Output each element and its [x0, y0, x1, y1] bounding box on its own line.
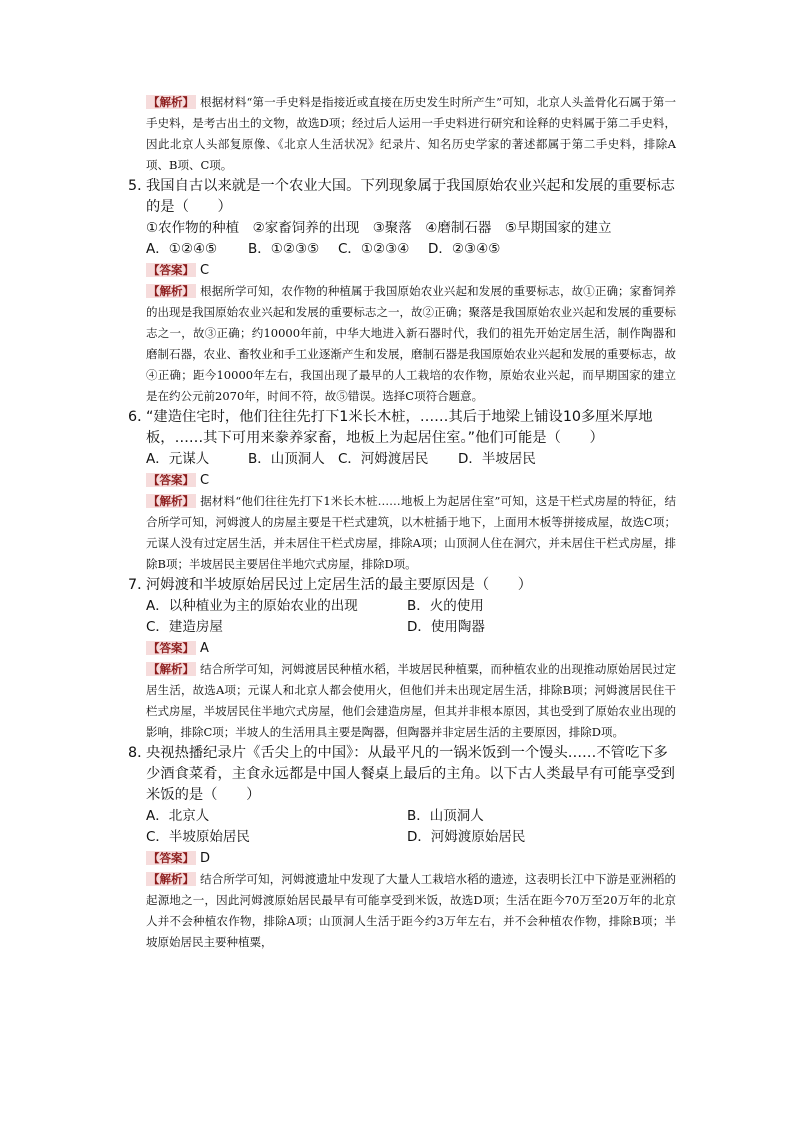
- question-5: [128, 176, 676, 407]
- explanation-text: 根据材料“第一手史料是指接近或直接在历史发生时所产生”可知，北京人头盖骨化石属于第一手史料，是考古出土的文物，故选D项；经过后人运用一手史料进行研究和诠释的史料属于第二手史料，因此北京人头部复原像、《北京人生活状况》纪录片、知名历史学家的著述都属于第二手史料，排除A项、B项、C项。: [146, 95, 676, 172]
- option-d: D．河姆渡原始居民: [407, 829, 526, 845]
- answer-label: 【答案】: [148, 473, 194, 487]
- option-c: C．半坡原始居民: [146, 829, 250, 845]
- question-stem: [128, 743, 676, 806]
- explanation-text: 结合所学可知，河姆渡居民种植水稻，半坡居民种植粟，而种植农业的出现推动原始居民过定居生活，故选A项；元谋人和北京人都会使用火，但他们并未出现定居生活，排除B项；河姆渡居民住干栏式房屋，半坡居民住半地穴式房屋，他们会建造房屋，但其并非根本原因，其也受到了原始农业出现的影响，排除C项；半坡人的生活用具主要是陶器，但陶器并非定居生活的主要原因，排除D项。: [146, 662, 676, 739]
- option-a: A．①②④⑤: [146, 241, 218, 257]
- explanation-label: 【解析】: [148, 872, 194, 886]
- explanation: [146, 491, 676, 575]
- answer-value: C: [200, 473, 210, 488]
- option-d: D．使用陶器: [407, 619, 485, 635]
- option-b: B．火的使用: [407, 598, 484, 614]
- answer-line: [146, 848, 676, 869]
- option-c: C．河姆渡居民: [338, 451, 429, 467]
- option-c: C．建造房屋: [146, 619, 223, 635]
- options-row-1: [146, 806, 676, 827]
- options-row-1: [146, 596, 676, 617]
- question-text: 我国自古以来就是一个农业大国。下列现象属于我国原始农业兴起和发展的重要标志的是（ ）: [146, 178, 675, 215]
- q4-explanation: [146, 92, 676, 176]
- question-text: “建造住宅时，他们往往先打下1米长木桩，……其后于地梁上铺设10多厘米厚地板，……其下可用来豢养家畜，地板上为起居住室。”他们可能是（ ）: [146, 409, 653, 446]
- answer-value: C: [200, 263, 210, 278]
- question-number: 7．: [128, 577, 152, 593]
- options-row-2: [146, 617, 676, 638]
- answer-value: D: [200, 851, 211, 866]
- option-d: D．半坡居民: [458, 451, 536, 467]
- question-stem: [128, 575, 676, 596]
- question-stem: [128, 176, 676, 218]
- answer-line: [146, 260, 676, 281]
- answer-value: A: [200, 641, 209, 656]
- option-a: A．北京人: [146, 808, 210, 824]
- option-d: D．②③④⑤: [428, 241, 501, 257]
- question-number: 6．: [128, 409, 152, 425]
- explanation-text: 结合所学可知，河姆渡遗址中发现了大量人工栽培水稻的遗迹，这表明长江中下游是亚洲稻的起源地之一，因此河姆渡原始居民最早有可能享受到米饭，故选D项；生活在距今70万至20万年的北京人并不会种植农作物，排除A项；山顶洞人生活于距今约3万年左右，并不会种植农作物，排除B项；半坡原始居民主要种植粟，: [146, 872, 676, 949]
- answer-line: [146, 470, 676, 491]
- answer-line: [146, 638, 676, 659]
- explanation-label: 【解析】: [148, 494, 194, 508]
- answer-label: 【答案】: [148, 851, 194, 865]
- page-content: [128, 92, 676, 953]
- explanation-text: 据材料“他们往往先打下1米长木桩……地板上为起居住室”可知，这是干栏式房屋的特征，结合所学可知，河姆渡人的房屋主要是干栏式建筑，以木桩插于地下，上面用木板等拼接成屋，故选C项；元谋人没有过定居生活，并未居住干栏式房屋，排除A项；山顶洞人住在洞穴，并未居住干栏式房屋，排除B项；半坡居民主要居住半地穴式房屋，排除D项。: [146, 494, 676, 571]
- question-8: [128, 743, 676, 953]
- question-items: ①农作物的种植 ②家畜饲养的出现 ③聚落 ④磨制石器 ⑤早期国家的建立: [146, 220, 612, 236]
- question-text: 河姆渡和半坡原始居民过上定居生活的最主要原因是（ ）: [146, 577, 533, 593]
- explanation-label: 【解析】: [148, 662, 194, 676]
- option-a: A．以种植业为主的原始农业的出现: [146, 598, 358, 614]
- question-stem: [128, 407, 676, 449]
- explanation-text: 根据所学可知，农作物的种植属于我国原始农业兴起和发展的重要标志，故①正确；家畜饲养的出现是我国原始农业兴起和发展的重要标志之一，故②正确；聚落是我国原始农业兴起和发展的重要标志之一，故③正确；约10000年前，中华大地进入新石器时代，我们的祖先开始定居生活，制作陶器和磨制石器，农业、畜牧业和手工业逐渐产生和发展，磨制石器是我国原始农业兴起和发展的重要标志，故④正确；距今10000年左右，我国出现了最早的人工栽培的农作物，原始农业兴起，而早期国家的建立是在约公元前2070年，时间不符，故⑤错误。选择C项符合题意。: [146, 284, 676, 403]
- question-7: [128, 575, 676, 743]
- option-b: B．山顶洞人: [248, 451, 325, 467]
- question-text: 央视热播纪录片《舌尖上的中国》：从最平凡的一锅米饭到一个馒头……不管吃下多少酒食菜肴，主食永远都是中国人餐桌上最后的主角。以下古人类最早有可能享受到米饭的是（ ）: [146, 745, 675, 803]
- options-row: [146, 449, 676, 470]
- explanation: [146, 659, 676, 743]
- question-number: 8．: [128, 745, 152, 761]
- options-row: [146, 239, 676, 260]
- question-number: 5．: [128, 178, 152, 194]
- explanation-label: 【解析】: [148, 284, 194, 298]
- option-b: B．山顶洞人: [407, 808, 484, 824]
- options-row-2: [146, 827, 676, 848]
- option-a: A．元谋人: [146, 451, 210, 467]
- explanation: [146, 869, 676, 953]
- option-c: C．①②③④: [338, 241, 410, 257]
- question-6: [128, 407, 676, 575]
- answer-label: 【答案】: [148, 641, 194, 655]
- explanation: [146, 281, 676, 407]
- answer-label: 【答案】: [148, 263, 194, 277]
- explanation-label: 【解析】: [148, 95, 194, 109]
- option-b: B．①②③⑤: [248, 241, 320, 257]
